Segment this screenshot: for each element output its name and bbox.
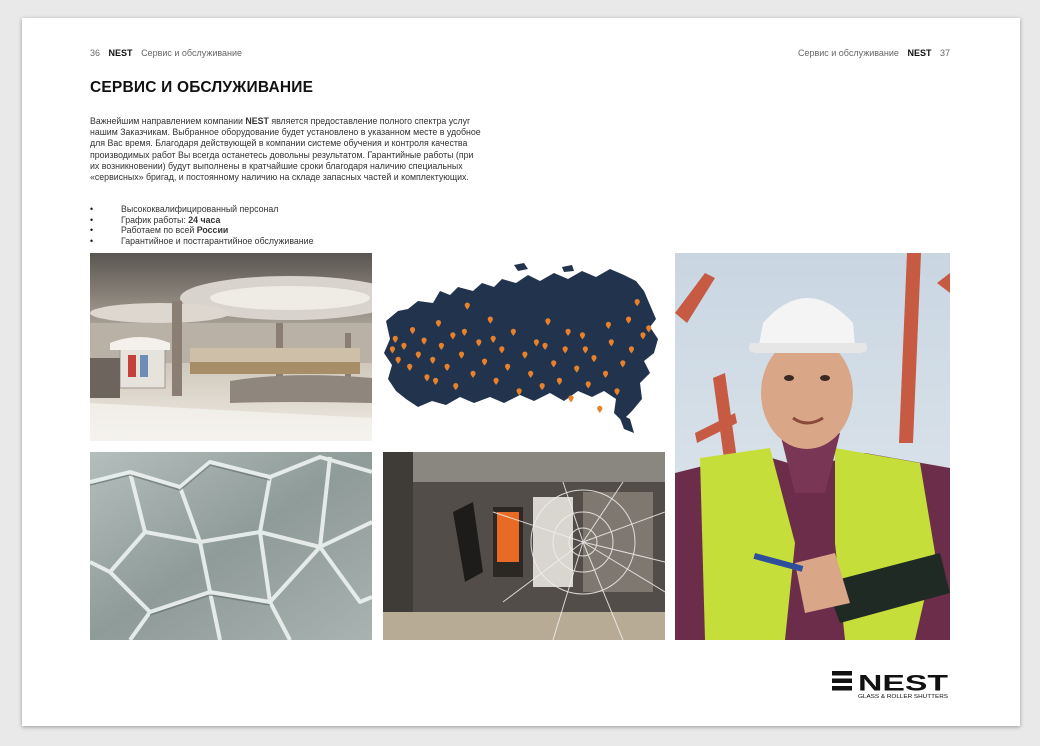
intro-text-start: Важнейшим направлением компании	[90, 116, 246, 126]
intro-brand: NEST	[245, 116, 269, 126]
logo-tagline: GLASS & ROLLER SHUTTERS	[858, 694, 949, 699]
brochure-spread	[22, 18, 1020, 726]
list-item-text: Работаем по всей	[121, 225, 197, 236]
russia-map-shape	[384, 269, 658, 421]
map-marker-icon	[568, 395, 573, 402]
list-item-text: Высококвалифицированный персонал	[121, 204, 279, 214]
intro-text-rest: является предоставление полного спектра услуг нашим Заказчикам. Выбранное оборудование будет установлено в указанном месте в удобное для Вас время. Благодаря действующей в компании системе обучения и контроля качества производимых работ Вы всегда останетесь довольны результатом. Гарантийные работы (при их возникновении) будут выполнены в кратчайшие сроки благодаря наличию специальных «сервисных» бригад, и постоянному наличию на складе запасных частей и комплектующих.	[90, 116, 481, 183]
list-item-emphasis: 24 часа	[188, 214, 221, 225]
list-item-text: График работы:	[121, 214, 189, 225]
broken-shop-window-photo	[383, 452, 665, 640]
nest-logo	[832, 669, 950, 699]
header-brand-left: NEST	[108, 48, 133, 58]
mall-interior-photo	[90, 253, 372, 441]
logo-wordmark: NEST	[858, 670, 949, 696]
header-section-right: Сервис и обслуживание	[797, 48, 899, 58]
page-number-right: 37	[939, 48, 950, 58]
features-list	[90, 204, 313, 246]
cracked-glass-photo	[90, 452, 372, 640]
list-item-text: Гарантийное и постгарантийное обслуживание	[121, 235, 314, 246]
list-item	[90, 204, 313, 215]
header-right	[798, 48, 950, 58]
page-title: СЕРВИС И ОБСЛУЖИВАНИЕ	[90, 79, 314, 96]
list-item	[90, 225, 313, 236]
list-item	[90, 236, 313, 247]
map-marker-icon	[597, 406, 602, 413]
list-item	[90, 215, 313, 226]
header-left	[90, 48, 242, 58]
list-item-emphasis: России	[196, 225, 229, 236]
header-brand-right: NEST	[907, 48, 932, 58]
header-section-left: Сервис и обслуживание	[141, 48, 243, 58]
russia-service-map	[378, 261, 666, 436]
intro-paragraph	[90, 116, 482, 183]
service-engineer-photo	[675, 253, 950, 640]
page-number-left: 36	[90, 48, 101, 58]
